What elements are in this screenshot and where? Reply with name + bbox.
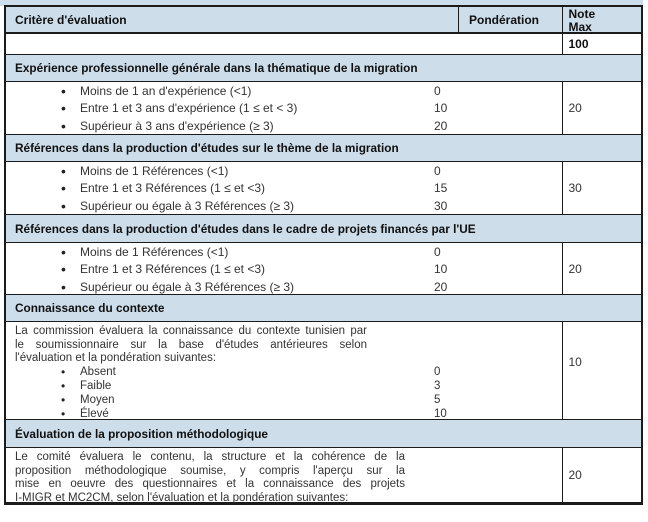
section-body-references-ue — [6, 243, 641, 295]
weight-value: 0 — [434, 245, 441, 259]
bullet-label: Faible — [80, 379, 112, 392]
total-note-value: 100 — [562, 34, 642, 54]
criteria-cell — [6, 82, 562, 134]
bullet-label: Entre 1 et 3 ans d'expérience (1 ≤ et < 3) — [80, 101, 298, 116]
header-cell-criterion: Critère d'évaluation — [6, 7, 459, 32]
bullet-item — [6, 279, 562, 296]
bullet-item — [6, 180, 562, 197]
note-max-value: 20 — [562, 82, 642, 134]
paragraph-line: l'évaluation et la pondération suivantes: — [15, 352, 217, 365]
weight-value: 3 — [434, 379, 441, 392]
bullet-label: Entre 1 et 3 Références (1 ≤ et <3) — [80, 181, 266, 196]
weight-value: 0 — [434, 164, 441, 178]
bullet-item — [6, 261, 562, 278]
bullet-label: Moins de 1 an d'expérience (<1) — [80, 84, 252, 98]
weight-value: 0 — [434, 84, 441, 98]
total-row — [6, 34, 641, 55]
bullet-label: Moyen — [80, 393, 115, 406]
bullet-label: Supérieur ou égale à 3 Références (≥ 3) — [80, 198, 295, 213]
weight-value: 0 — [434, 366, 441, 379]
criteria-cell — [6, 448, 562, 505]
header-cell-note-max — [562, 7, 642, 32]
note-max-value: 30 — [562, 162, 642, 214]
weight-value: 20 — [434, 279, 448, 294]
bullet-item — [6, 118, 562, 135]
weight-value: 30 — [434, 198, 448, 213]
section-body-connaissance — [6, 322, 641, 420]
bullet-item — [6, 83, 562, 100]
paragraph-line: mise en oeuvre des questionnaires et la connaissance des projets — [15, 478, 405, 491]
evaluation-criteria-table — [4, 5, 643, 505]
section-body-methodologie — [6, 448, 641, 504]
paragraph-line: Le comité évaluera le contenu, la structure et la cohérence de la — [15, 451, 405, 463]
section-title-connaissance: Connaissance du contexte — [6, 295, 641, 322]
bullet-item — [6, 366, 562, 380]
section-title-references-ue: Références dans la production d'études dans le cadre de projets financés par l'UE — [6, 215, 641, 243]
header-cell-ponderation: Pondération — [469, 12, 540, 27]
bullet-item — [6, 394, 562, 408]
total-row-empty-cell — [6, 34, 562, 54]
section-title-methodologie: Évaluation de la proposition méthodologique — [6, 420, 641, 448]
weight-value: 20 — [434, 118, 448, 133]
bullet-item — [6, 198, 562, 215]
paragraph-line: I-MIGR et MC2CM, selon l'évaluation et la pondération suivantes: — [15, 492, 349, 505]
paragraph-line: proposition méthodologique soumise, y compris l'aperçu sur la — [15, 464, 405, 477]
weight-value: 10 — [434, 407, 447, 420]
section-title-references-migration: Références dans la production d'études sur le thème de la migration — [6, 135, 641, 162]
bullet-label: Supérieur à 3 ans d'expérience (≥ 3) — [80, 118, 274, 133]
note-max-value: 20 — [562, 243, 642, 294]
bullet-item — [6, 408, 562, 422]
section-body-references-migration — [6, 162, 641, 215]
section-intro-paragraph — [15, 451, 405, 506]
bullet-label: Absent — [80, 366, 116, 379]
note-max-line1: Note — [568, 7, 596, 21]
weight-value: 15 — [434, 181, 448, 196]
bullet-item — [6, 244, 562, 261]
weight-value: 10 — [434, 262, 448, 277]
criteria-cell — [6, 322, 562, 419]
bullet-label: Élevé — [80, 407, 109, 420]
section-title-experience: Expérience professionnelle générale dans la thématique de la migration — [6, 55, 641, 82]
section-body-experience — [6, 82, 641, 135]
note-max-value: 20 — [562, 448, 642, 502]
bullet-label: Supérieur ou égale à 3 Références (≥ 3) — [80, 279, 295, 294]
section-intro-paragraph — [15, 325, 367, 366]
note-max-line2: Max — [568, 19, 592, 34]
weight-value: 5 — [434, 393, 441, 406]
criteria-cell — [6, 243, 562, 294]
bullet-item — [6, 100, 562, 117]
bullet-label: Moins de 1 Références (<1) — [80, 164, 229, 178]
bullet-label: Entre 1 et 3 Références (1 ≤ et <3) — [80, 262, 266, 277]
weight-value: 10 — [434, 101, 448, 116]
bullet-label: Moins de 1 Références (<1) — [80, 245, 229, 259]
paragraph-line: La commission évaluera la connaissance du contexte tunisien par — [15, 325, 367, 337]
paragraph-line: le soumissionnaire sur la base d'études antérieures selon — [15, 338, 367, 351]
table-header-row — [6, 7, 641, 34]
bullet-item — [6, 163, 562, 180]
criteria-cell — [6, 162, 562, 214]
note-max-value: 10 — [562, 322, 642, 419]
bullet-item — [6, 380, 562, 394]
